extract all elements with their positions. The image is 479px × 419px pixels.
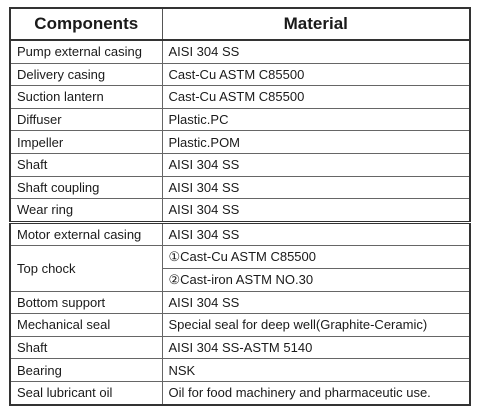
component-cell: Delivery casing [10,63,162,86]
material-cell: ②Cast-iron ASTM NO.30 [162,268,470,291]
table-row [10,108,470,131]
component-cell: Shaft [10,336,162,359]
table-row [10,153,470,176]
table-row [10,314,470,337]
material-cell: NSK [162,359,470,382]
component-cell: Mechanical seal [10,314,162,337]
table-row [10,291,470,314]
material-cell: AISI 304 SS [162,176,470,199]
component-cell: Shaft [10,153,162,176]
material-cell: Cast-Cu ASTM C85500 [162,63,470,86]
component-cell: Pump external casing [10,40,162,63]
material-cell: Oil for food machinery and pharmaceutic use. [162,381,470,404]
material-cell: Cast-Cu ASTM C85500 [162,86,470,109]
component-cell: Motor external casing [10,222,162,246]
table-row [10,86,470,109]
material-cell: Plastic.POM [162,131,470,154]
table-row [10,381,470,404]
table-row [10,336,470,359]
table-row [10,246,470,269]
material-cell: AISI 304 SS-ASTM 5140 [162,336,470,359]
component-cell: Shaft coupling [10,176,162,199]
table-row [10,176,470,199]
material-cell: Plastic.PC [162,108,470,131]
component-cell: Seal lubricant oil [10,381,162,404]
material-cell: AISI 304 SS [162,222,470,246]
component-cell: Top chock [10,246,162,291]
table-row [10,40,470,63]
material-cell: AISI 304 SS [162,40,470,63]
component-cell: Wear ring [10,199,162,223]
component-cell: Bearing [10,359,162,382]
material-cell: Special seal for deep well(Graphite-Ceramic) [162,314,470,337]
header-material: Material [162,8,470,40]
materials-table [9,7,471,406]
material-cell: AISI 304 SS [162,291,470,314]
header-row [10,8,470,40]
material-cell: AISI 304 SS [162,199,470,223]
table-row [10,359,470,382]
component-cell: Suction lantern [10,86,162,109]
table-row [10,63,470,86]
table-row [10,199,470,223]
component-cell: Bottom support [10,291,162,314]
material-cell: AISI 304 SS [162,153,470,176]
component-cell: Diffuser [10,108,162,131]
table-row [10,131,470,154]
material-cell: ①Cast-Cu ASTM C85500 [162,246,470,269]
header-components: Components [10,8,162,40]
component-cell: Impeller [10,131,162,154]
table-row [10,222,470,246]
